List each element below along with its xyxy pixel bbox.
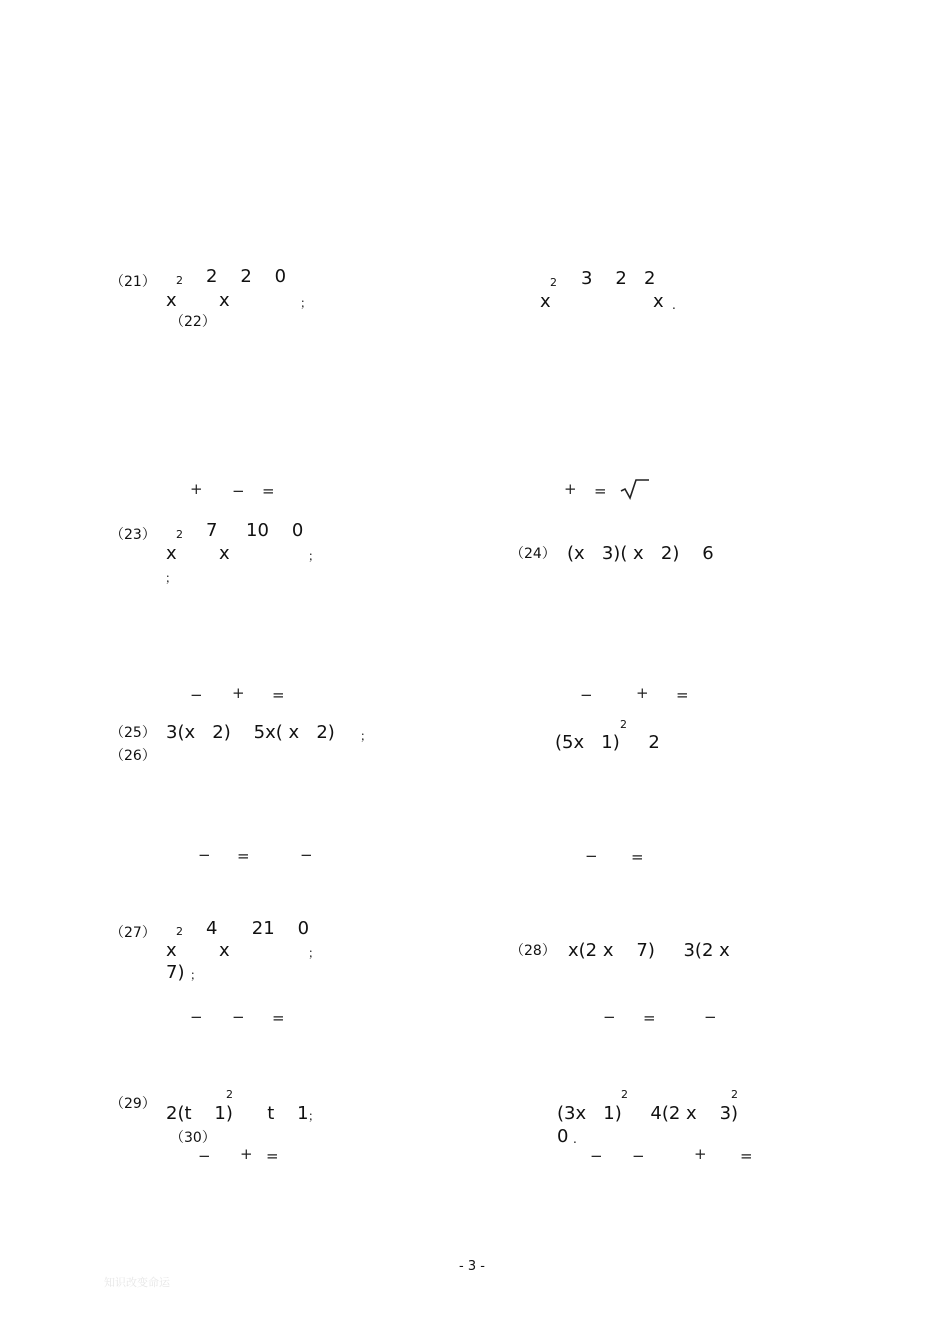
problem-22-exponent: 2 bbox=[550, 276, 557, 289]
problem-21-exponent: 2 bbox=[176, 274, 183, 287]
problem-26-equation: (5x 1) 2 bbox=[555, 732, 660, 753]
operator-minus: − bbox=[190, 686, 203, 704]
problem-27-exponent: 2 bbox=[176, 925, 183, 938]
problem-21-semicolon: ； bbox=[300, 296, 313, 310]
problem-22-coefficients: 3 2 2 bbox=[581, 268, 656, 289]
problem-21-coefficients: 2 2 0 bbox=[206, 266, 287, 287]
problem-29-semicolon: ； bbox=[308, 1109, 321, 1123]
problem-29-label: （29） bbox=[110, 1096, 156, 1112]
problem-29-exponent: 2 bbox=[226, 1088, 233, 1101]
problem-26-exponent: 2 bbox=[620, 718, 627, 731]
operator-plus: + bbox=[232, 684, 245, 702]
operator-equals: = bbox=[676, 686, 689, 704]
operator-equals: = bbox=[266, 1147, 279, 1165]
problem-25-label: （25） bbox=[110, 725, 156, 741]
problem-26-label: （26） bbox=[110, 748, 156, 764]
problem-23-semicolon: ； bbox=[308, 549, 321, 563]
problem-27-var-2: x bbox=[219, 940, 230, 961]
problem-22-var-2: x bbox=[653, 291, 664, 312]
problem-30-exponent-2: 2 bbox=[731, 1088, 738, 1101]
problem-30-period: . bbox=[573, 1132, 577, 1146]
problem-21-label: （21） bbox=[110, 274, 156, 290]
operator-equals: = bbox=[272, 686, 285, 704]
problem-25-equation: 3(x 2) 5x( x 2) bbox=[166, 722, 335, 743]
watermark-text: 知识改变命运 bbox=[104, 1276, 170, 1289]
problem-23-exponent: 2 bbox=[176, 528, 183, 541]
problem-27-coefficients: 4 21 0 bbox=[206, 918, 310, 939]
operator-plus: + bbox=[190, 480, 203, 498]
operator-minus: − bbox=[300, 846, 313, 864]
problem-30-exponent-1: 2 bbox=[621, 1088, 628, 1101]
problem-23-coefficients: 7 10 0 bbox=[206, 520, 304, 541]
operator-equals: = bbox=[643, 1009, 656, 1027]
problem-27-line-2: 7) bbox=[166, 962, 185, 983]
problem-28-equation: x(2 x 7) 3(2 x bbox=[568, 940, 730, 961]
problem-23-var-1: x bbox=[166, 543, 177, 564]
problem-23-var-2: x bbox=[219, 543, 230, 564]
problem-23-label: （23） bbox=[110, 527, 156, 543]
operator-equals: = bbox=[237, 847, 250, 865]
problem-28-label: （28） bbox=[510, 943, 556, 959]
operator-minus: − bbox=[190, 1008, 203, 1026]
operator-minus: − bbox=[704, 1008, 717, 1026]
operator-minus: − bbox=[198, 1147, 211, 1165]
operator-minus: − bbox=[198, 846, 211, 864]
problem-22-var-1: x bbox=[540, 291, 551, 312]
operator-plus: + bbox=[694, 1145, 707, 1163]
problem-30-equation: (3x 1) 4(2 x 3) bbox=[557, 1103, 739, 1124]
problem-27-semicolon-2: ； bbox=[190, 968, 203, 982]
problem-21-var-2: x bbox=[219, 290, 230, 311]
problem-30-label: （30） bbox=[170, 1130, 216, 1146]
operator-minus: − bbox=[232, 482, 245, 500]
operator-minus: − bbox=[603, 1008, 616, 1026]
problem-29-equation: 2(t 1) t 1 bbox=[166, 1103, 309, 1124]
operator-plus: + bbox=[636, 684, 649, 702]
operator-equals: = bbox=[262, 482, 275, 500]
operator-plus: + bbox=[564, 480, 577, 498]
problem-22-label: （22） bbox=[170, 314, 216, 330]
problem-24-label: （24） bbox=[510, 546, 556, 562]
problem-22-period: . bbox=[672, 298, 676, 312]
operator-minus: − bbox=[580, 686, 593, 704]
problem-27-semicolon: ； bbox=[308, 946, 321, 960]
page-number: - 3 - bbox=[459, 1259, 485, 1274]
operator-minus: − bbox=[590, 1147, 603, 1165]
operator-plus: + bbox=[240, 1145, 253, 1163]
operator-minus: − bbox=[632, 1147, 645, 1165]
problem-24-equation: (x 3)( x 2) 6 bbox=[567, 543, 714, 564]
operator-minus: − bbox=[232, 1008, 245, 1026]
operator-equals: = bbox=[740, 1147, 753, 1165]
operator-minus: − bbox=[585, 847, 598, 865]
problem-25-semicolon: ； bbox=[360, 729, 373, 743]
problem-21-var-1: x bbox=[166, 290, 177, 311]
problem-27-label: （27） bbox=[110, 925, 156, 941]
problem-27-var-1: x bbox=[166, 940, 177, 961]
operator-equals: = bbox=[594, 482, 607, 500]
problem-30-line-2: 0 bbox=[557, 1126, 569, 1147]
square-root-icon bbox=[620, 478, 650, 500]
operator-equals: = bbox=[272, 1009, 285, 1027]
problem-23-semicolon-2: ； bbox=[165, 571, 178, 585]
operator-equals: = bbox=[631, 848, 644, 866]
